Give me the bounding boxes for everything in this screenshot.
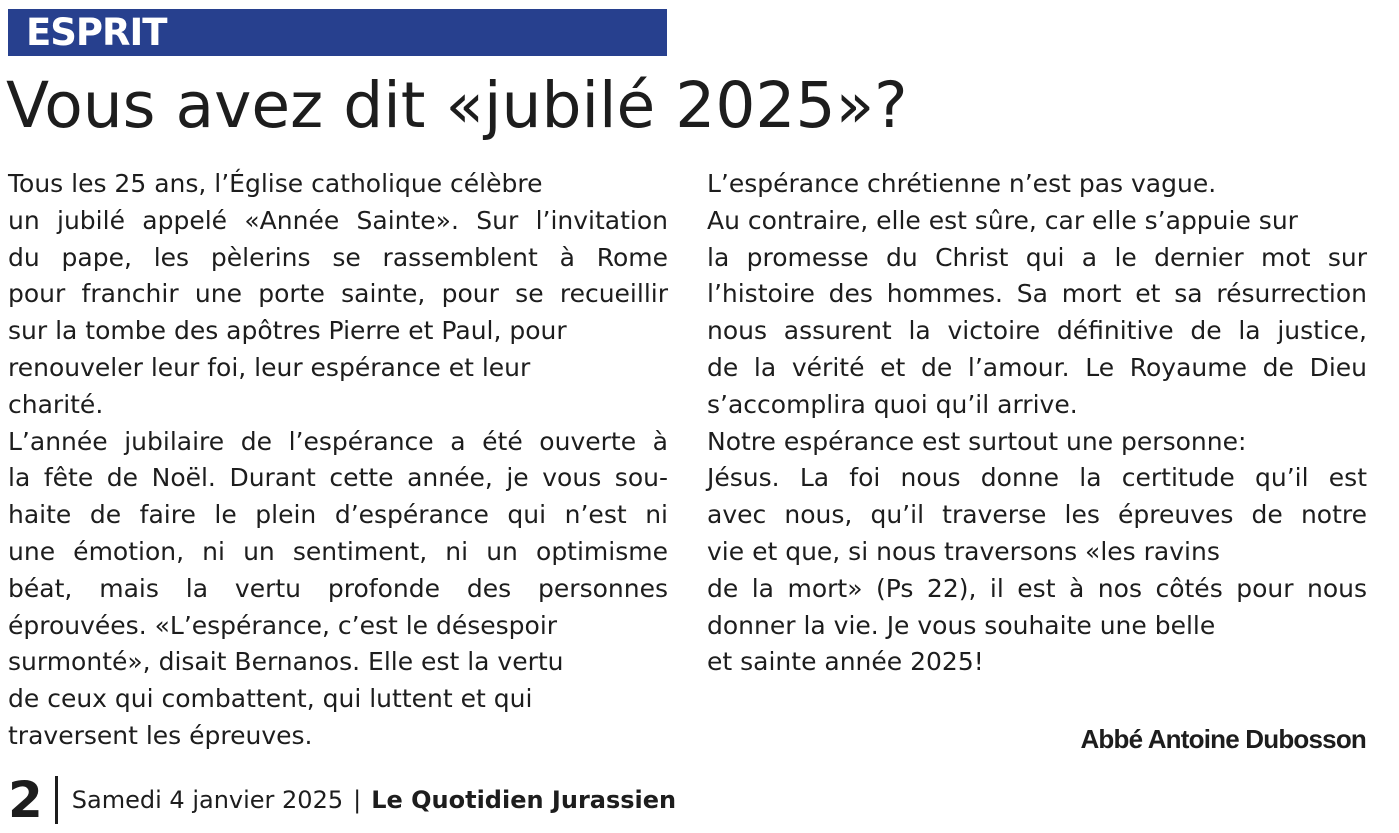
article-text-line: la fête de Noël. Durant cette année, je vous sou- [8, 463, 668, 493]
section-rubric-bar [8, 9, 667, 56]
article-text-line: nous assurent la victoire définitive de la justice, [707, 316, 1367, 346]
article-text-line: éprouvées. «L’espérance, c’est le désespoir [8, 610, 558, 640]
article-column-right [707, 166, 1367, 681]
article-text-line: de la vérité et de l’amour. Le Royaume de Dieu [707, 352, 1367, 382]
article-title: Vous avez dit «jubilé 2025»? [6, 69, 908, 142]
article-column-left [8, 166, 668, 755]
article-text-line: et sainte année 2025! [707, 647, 984, 677]
footer-divider [55, 776, 58, 824]
article-signature: Abbé Antoine Dubosson [1080, 724, 1366, 754]
article-text-line: charité. [8, 389, 104, 419]
article-text-line: L’espérance chrétienne n’est pas vague. [707, 169, 1217, 198]
article-text-line: Notre espérance est surtout une personne: [707, 426, 1247, 456]
article-text-line: de ceux qui combattent, qui luttent et qui [8, 684, 533, 714]
article-text-line: Au contraire, elle est sûre, car elle s’appuie sur [707, 205, 1298, 235]
article-text-line: vie et que, si nous traversons «les ravins [707, 536, 1220, 566]
section-rubric-label: ESPRIT [26, 11, 167, 54]
article-text-line: L’année jubilaire de l’espérance a été ouverte à [8, 426, 668, 456]
article-text-line: du pape, les pèlerins se rassemblent à Rome [8, 242, 668, 272]
article-text-line: pour franchir une porte sainte, pour se recueillir [8, 279, 668, 309]
page-footer [8, 770, 676, 830]
article-text-line: Jésus. La foi nous donne la certitude qu’il est [707, 463, 1367, 493]
article-text-line: béat, mais la vertu profonde des personnes [8, 573, 668, 603]
article-text-line: Tous les 25 ans, l’Église catholique célèbre [8, 169, 543, 198]
article-text-line: s’accomplira quoi qu’il arrive. [707, 389, 1078, 419]
newspaper-name: Le Quotidien Jurassien [371, 786, 677, 814]
issue-date: Samedi 4 janvier 2025 [71, 786, 344, 814]
article-text-line: surmonté», disait Bernanos. Elle est la vertu [8, 647, 564, 677]
article-text-line: la promesse du Christ qui a le dernier mot sur [707, 242, 1367, 272]
article-text-line: l’histoire des hommes. Sa mort et sa résurrection [707, 279, 1367, 309]
article-text-line: une émotion, ni un sentiment, ni un optimisme [8, 536, 668, 566]
article-text-line: renouveler leur foi, leur espérance et leur [8, 352, 531, 382]
article-text-line: un jubilé appelé «Année Sainte». Sur l’invitation [8, 205, 668, 235]
article-text-line: donner la vie. Je vous souhaite une belle [707, 610, 1216, 640]
article-text-line: haite de faire le plein d’espérance qui n’est ni [8, 500, 668, 530]
footer-separator: | [353, 786, 362, 814]
article-text-line: traversent les épreuves. [8, 720, 313, 750]
page-number: 2 [8, 771, 43, 829]
article-text-line: sur la tombe des apôtres Pierre et Paul, pour [8, 316, 567, 346]
article-text-line: de la mort» (Ps 22), il est à nos côtés pour nous [707, 573, 1367, 603]
article-text-line: avec nous, qu’il traverse les épreuves de notre [707, 500, 1367, 530]
